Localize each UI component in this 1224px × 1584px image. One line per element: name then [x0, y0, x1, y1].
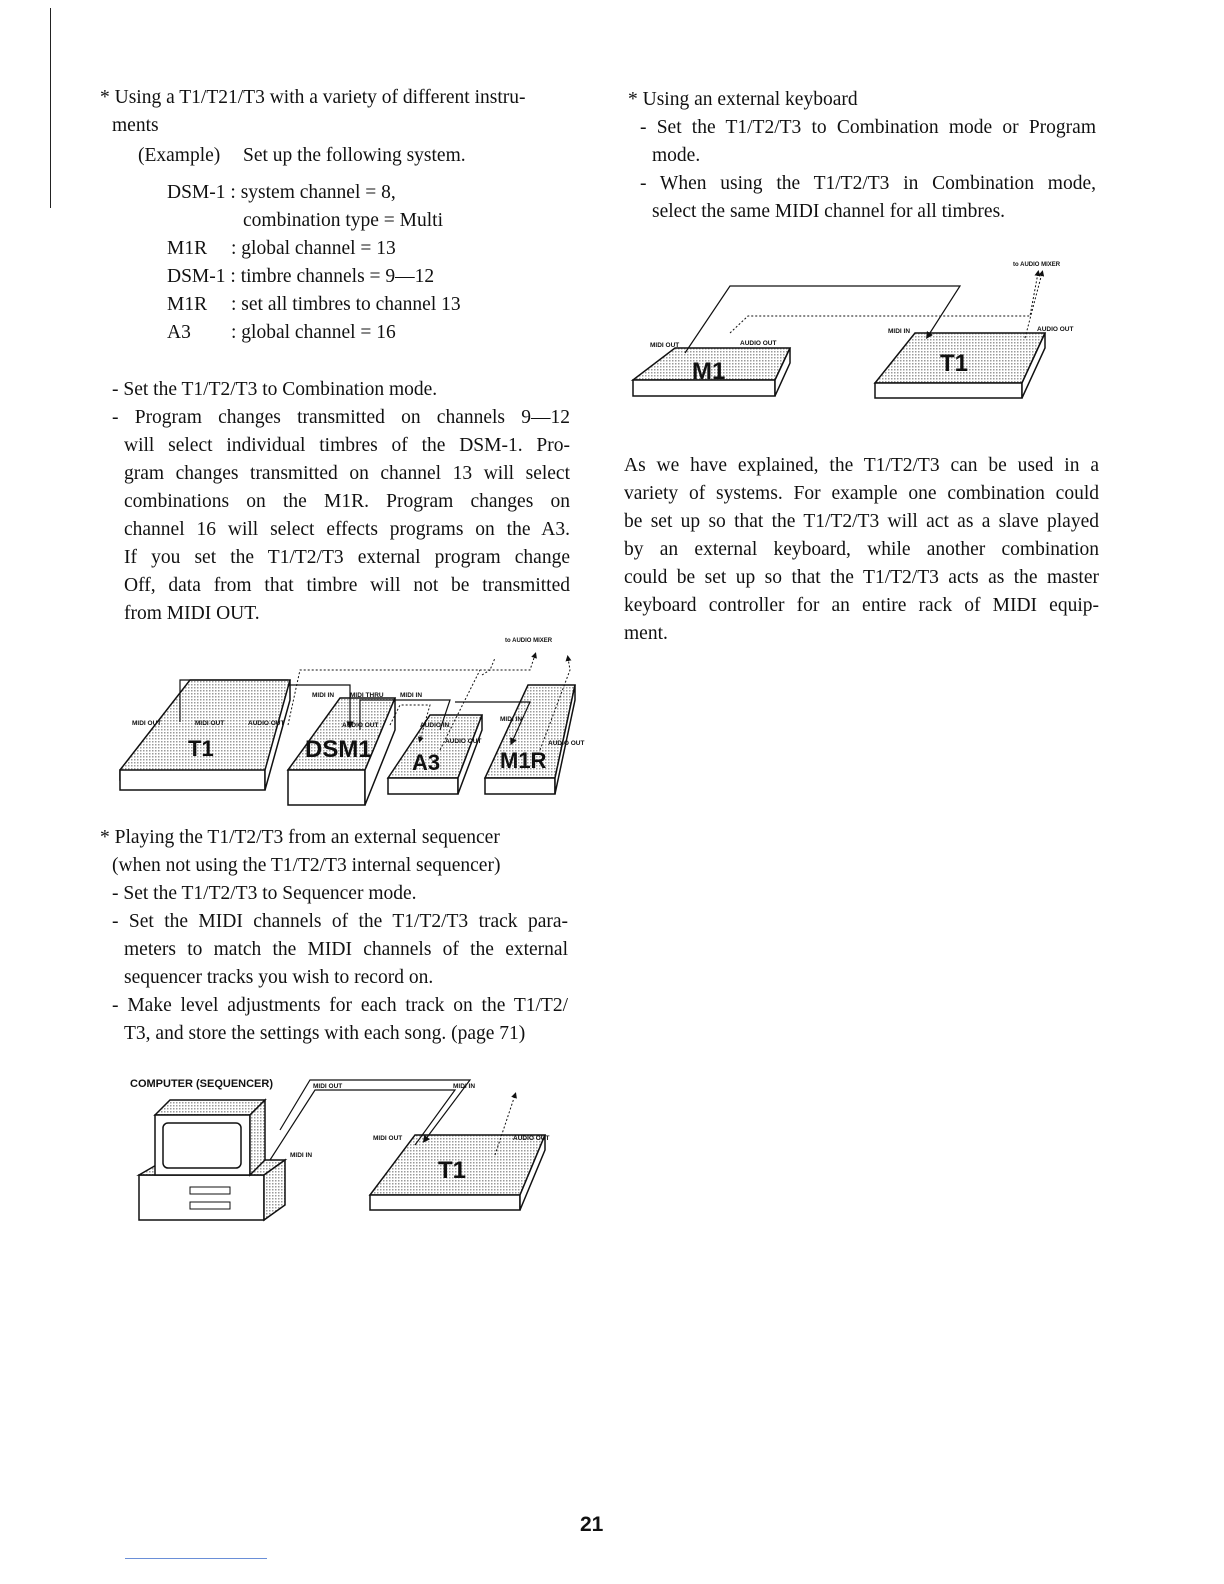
list-item: - When using the T1/T2/T3 in Combination mode,	[640, 173, 1096, 194]
list-item: - Program changes transmitted on channels 9—12	[112, 407, 570, 428]
computer-icon	[139, 1100, 285, 1220]
device-t1-label: T1	[438, 1157, 467, 1184]
label-midi-in: MIDI IN	[290, 1152, 313, 1159]
list-item-cont: If you set the T1/T2/T3 external program change	[124, 547, 570, 568]
footer-rule	[125, 1558, 267, 1559]
label-midi-thru: MIDI THRU	[350, 692, 384, 699]
section-heading-sequencer: * Playing the T1/T2/T3 from an external sequencer	[100, 827, 500, 848]
label-audio-out: AUDIO OUT	[445, 738, 482, 745]
device-m1-label: M1	[692, 358, 726, 385]
example-text: Set up the following system.	[243, 145, 466, 166]
list-item: - Set the T1/T2/T3 to Sequencer mode.	[112, 883, 417, 904]
list-item-cont: channel 16 will select effects programs on the A3.	[124, 519, 570, 540]
device-a3-label: A3	[412, 750, 441, 775]
paragraph-line: by an external keyboard, while another combination	[624, 539, 1099, 560]
list-item-cont: will select individual timbres of the DSM-1. Pro-	[124, 435, 570, 456]
settings-row: A3 : global channel = 16	[167, 322, 396, 343]
label-midi-in: MIDI IN	[312, 692, 335, 699]
list-item: - Make level adjustments for each track on the T1/T2/	[112, 995, 568, 1016]
list-item-cont: sequencer tracks you wish to record on.	[124, 967, 434, 988]
device-t1-label: T1	[188, 736, 214, 761]
settings-row: M1R : global channel = 13	[167, 238, 396, 259]
paragraph-line: be set up so that the T1/T2/T3 will act as a slave played	[624, 511, 1099, 532]
label-midi-out: MIDI OUT	[373, 1135, 403, 1142]
list-item-cont: T3, and store the settings with each song. (page 71)	[124, 1023, 526, 1044]
label-midi-out: MIDI OUT	[650, 342, 680, 349]
paragraph-line: As we have explained, the T1/T2/T3 can be used in a	[624, 455, 1099, 476]
list-item: - Set the T1/T2/T3 to Combination mode.	[112, 379, 438, 400]
section-heading-keyboard: * Using an external keyboard	[628, 89, 858, 110]
label-audio-out: AUDIO OUT	[1037, 326, 1074, 333]
label-to-audio-mixer: to AUDIO MIXER	[1013, 262, 1061, 268]
section-heading-cont: ments	[112, 115, 159, 136]
list-item-cont: select the same MIDI channel for all timbres.	[652, 201, 1006, 222]
diagram-sequencer	[125, 1075, 565, 1225]
label-midi-in: MIDI IN	[888, 328, 911, 335]
example-label: (Example)	[138, 145, 221, 166]
list-item: - Set the MIDI channels of the T1/T2/T3 track para-	[112, 911, 568, 932]
label-audio-out: AUDIO OUT	[342, 722, 379, 729]
list-item-cont: from MIDI OUT.	[124, 603, 260, 624]
settings-row: M1R : set all timbres to channel 13	[167, 294, 461, 315]
device-m1r-label: M1R	[500, 748, 547, 773]
section-heading-cont: (when not using the T1/T2/T3 internal sequencer)	[112, 855, 501, 876]
section-heading-instruments: * Using a T1/T21/T3 with a variety of different instru-	[100, 87, 526, 108]
sequencer-steps	[112, 880, 568, 1048]
label-midi-out: MIDI OUT	[195, 720, 225, 727]
list-item-cont: Off, data from that timbre will not be transmitted	[124, 575, 570, 596]
list-item-cont: mode.	[652, 145, 701, 166]
label-midi-in: MIDI IN	[453, 1083, 476, 1090]
list-item-cont: gram changes transmitted on channel 13 will select	[124, 463, 570, 484]
settings-row: DSM-1 : system channel = 8,	[167, 182, 396, 203]
paragraph-line: ment.	[624, 623, 668, 644]
label-audio-out: AUDIO OUT	[740, 340, 777, 347]
diagram-multi-instrument	[110, 630, 590, 810]
paragraph-line: keyboard controller for an entire rack of MIDI equip-	[624, 595, 1099, 616]
device-t1-body	[120, 680, 290, 790]
paragraph-line: variety of systems. For example one combination could	[624, 483, 1099, 504]
settings-list	[167, 179, 461, 347]
list-item: - Set the T1/T2/T3 to Combination mode or Program	[640, 117, 1096, 138]
label-audio-out: AUDIO OUT	[513, 1135, 550, 1142]
paragraph-line: could be set up so that the T1/T2/T3 acts as the master	[624, 567, 1099, 588]
settings-row: DSM-1 : timbre channels = 9—12	[167, 266, 435, 287]
margin-rule	[50, 8, 51, 208]
summary-paragraph	[624, 452, 1099, 648]
label-midi-in: MIDI IN	[400, 692, 423, 699]
device-t1-label: T1	[940, 350, 969, 377]
label-to-audio-mixer: to AUDIO MIXER	[505, 638, 553, 644]
label-midi-out: MIDI OUT	[313, 1083, 343, 1090]
diagram-external-keyboard	[630, 258, 1100, 403]
list-item-cont: meters to match the MIDI channels of the external	[124, 939, 568, 960]
settings-row: combination type = Multi	[243, 210, 444, 231]
label-midi-in: MIDI IN	[500, 716, 523, 723]
keyboard-steps	[640, 114, 1096, 226]
label-audio-out: AUDIO OUT	[548, 740, 585, 747]
label-audio-in: AUDIO IN	[420, 722, 450, 729]
combination-steps	[112, 376, 570, 628]
computer-title: COMPUTER (SEQUENCER)	[130, 1078, 274, 1090]
list-item-cont: combinations on the M1R. Program changes on	[124, 491, 570, 512]
label-midi-out: MIDI OUT	[132, 720, 162, 727]
device-dsm1-label: DSM1	[305, 736, 372, 763]
label-audio-out: AUDIO OUT	[248, 720, 285, 727]
page-number: 21	[580, 1513, 604, 1536]
